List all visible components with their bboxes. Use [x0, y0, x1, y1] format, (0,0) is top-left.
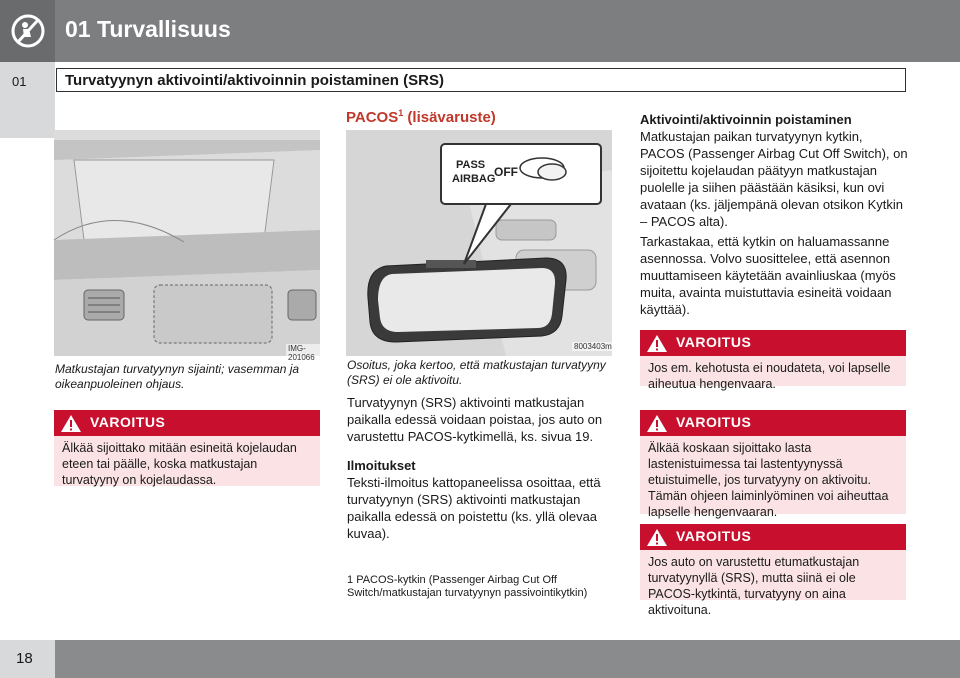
warning-triangle-icon: [646, 528, 668, 547]
footnote: [347, 574, 607, 600]
side-tab: [0, 62, 55, 138]
side-tab-number: 01: [12, 74, 27, 89]
pacos-heading-suffix: (lisävaruste): [403, 109, 496, 126]
warning-title: VAROITUS: [676, 334, 752, 350]
pacos-heading-sup: 1: [398, 108, 404, 118]
warning-text: Jos em. kehotusta ei noudateta, voi lapselle aiheutua hengenvaara.: [648, 361, 891, 391]
figure-caption: Matkustajan turvatyynyn sijainti; vasemman ja oikeanpuoleinen ohjaus.: [55, 362, 300, 391]
figure-code: IMG-201066: [286, 344, 320, 362]
pass-label: PASS: [456, 159, 486, 171]
notifications-paragraph: Teksti-ilmoitus kattopaneelissa osoittaa, että turvatyynyn (SRS) aktivointi matkustajan paikalla edessä on poistettu (ks. yllä olevaa kuvaa).: [347, 475, 601, 541]
dashboard-illustration: [54, 130, 320, 356]
warning-text: Älkää koskaan sijoittako lasta lastenistuimessa tai lastentyynyssä etuistuimelle, jos turvatyyny on aktivoitu. Tämän ohjeen laiminlyöminen voi aiheuttaa lapselle hengenvaaran.: [648, 441, 889, 519]
off-label: OFF: [494, 165, 518, 179]
warning-header: [54, 410, 320, 436]
warning-header: [640, 330, 906, 356]
section-title: Turvatyynyn aktivointi/aktivoinnin poistaminen (SRS): [65, 72, 444, 89]
warning-header: [640, 524, 906, 550]
section-header: [56, 68, 906, 92]
warning-box: [54, 410, 320, 486]
chapter-title: 01 Turvallisuus: [65, 16, 231, 42]
footnote-marker: 1: [347, 574, 354, 586]
pacos-heading-main: PACOS: [346, 109, 399, 126]
notifications-heading: Ilmoitukset: [347, 458, 416, 473]
mirror-illustration: [346, 130, 612, 356]
warning-box: [640, 330, 906, 391]
footnote-text: PACOS-kytkin (Passenger Airbag Cut Off Switch/matkustajan turvatyynyn passivointikytkin): [347, 574, 588, 599]
airbag-label: AIRBAG: [452, 173, 496, 185]
warning-title: VAROITUS: [676, 414, 752, 430]
warning-box: [640, 524, 906, 617]
figure-code: 8003403m: [574, 342, 612, 351]
warning-triangle-icon: [646, 334, 668, 353]
warning-triangle-icon: [646, 414, 668, 433]
check-switch-paragraph: Tarkastakaa, että kytkin on haluamassanne asennossa. Volvo suosittelee, että asennon muuttamiseen käytetään avainliuskaa (myös muita, avainta muistuttavia esineitä voidaan käyttää).: [640, 234, 896, 317]
footer-bar: [0, 640, 960, 678]
figure-caption: Osoitus, joka kertoo, että matkustajan turvatyyny (SRS) ei ole aktivoitu.: [347, 358, 606, 387]
activation-paragraph: Matkustajan paikan turvatyynyn kytkin, PACOS (Passenger Airbag Cut Off Switch), on sijoitettu kojelaudan päätyyn matkustajan puolelle ja siihen päästään käsiksi, kun ovi avataan (ks. jäljempänä olevan otsikon Kytkin – PACOS alta).: [640, 129, 908, 229]
pacos-heading: [346, 108, 496, 126]
pacos-paragraph: Turvatyynyn (SRS) aktivointi matkustajan paikalla edessä voidaan poistaa, jos auto on varustettu PACOS-kytkimellä, ks. sivua 19.: [347, 395, 603, 444]
page-number: 18: [16, 650, 33, 667]
chapter-icon-box: [0, 0, 55, 62]
warning-text: Jos auto on varustettu etumatkustajan turvatyynyllä (SRS), mutta siinä ei ole PACOS-kytkintä, turvatyyny on aina aktivoituna.: [648, 555, 860, 617]
page-number-box: [0, 640, 55, 678]
warning-header: [640, 410, 906, 436]
mirror-figure: [346, 130, 612, 356]
warning-text: Älkää sijoittako mitään esineitä kojelaudan eteen tai päälle, koska matkustajan turvatyyny on kojelaudassa.: [62, 441, 297, 487]
warning-title: VAROITUS: [90, 414, 166, 430]
warning-triangle-icon: [60, 414, 82, 433]
activation-heading: Aktivointi/aktivoinnin poistaminen: [640, 112, 852, 127]
warning-box: [640, 410, 906, 519]
warning-title: VAROITUS: [676, 528, 752, 544]
dashboard-figure: [54, 130, 320, 362]
no-airbag-icon: [10, 12, 46, 50]
